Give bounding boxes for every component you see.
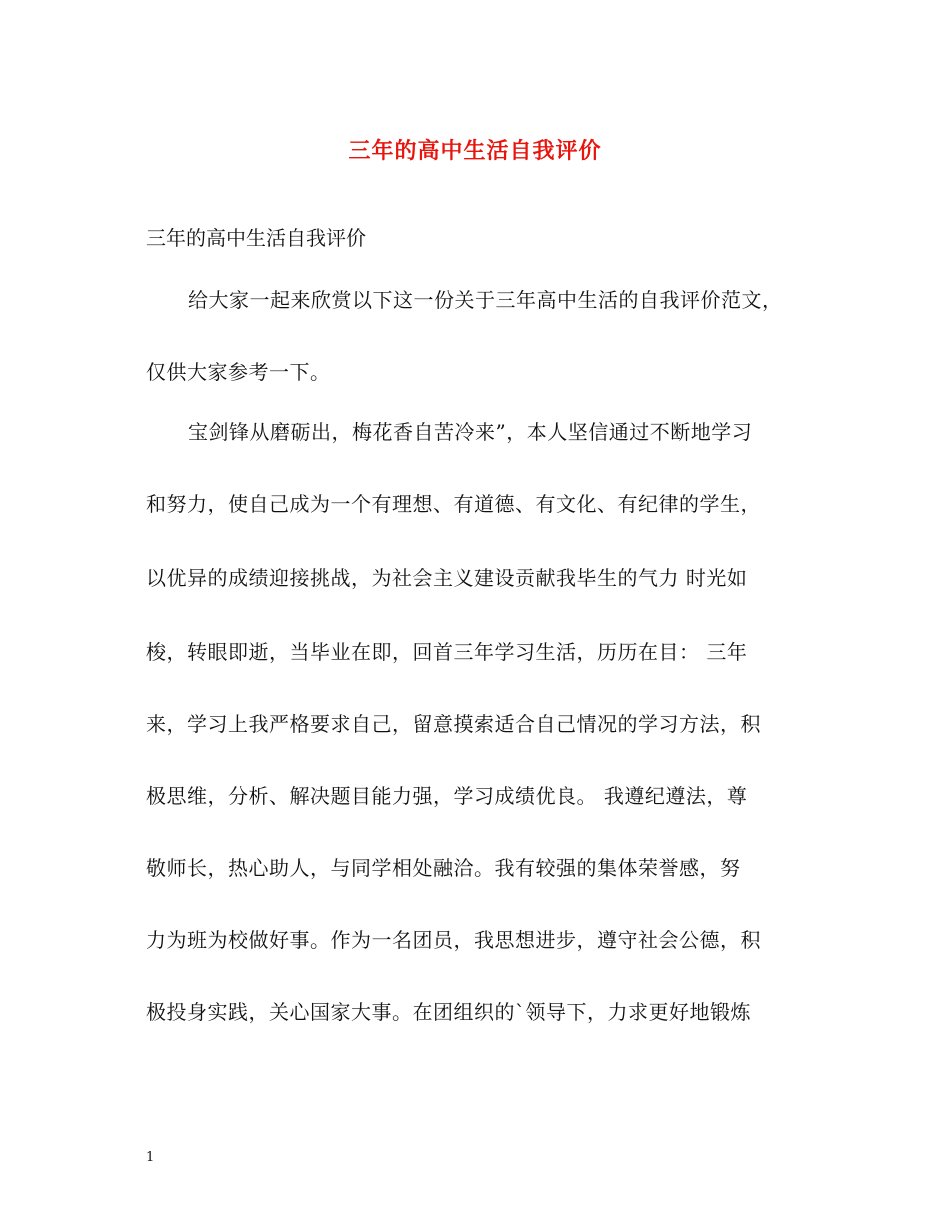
body-line: 极投身实践，关心国家大事。在团组织的`领导下，力求更好地锻炼 xyxy=(146,1000,751,1024)
body-line: 梭，转眼即逝，当毕业在即，回首三年学习生活，历历在目： 三年 xyxy=(146,640,748,664)
body-line: 极思维，分析、解决题目能力强，学习成绩优良。 我遵纪遵法，尊 xyxy=(146,784,748,808)
body-line: 敬师长，热心助人，与同学相处融洽。我有较强的集体荣誉感，努 xyxy=(146,856,741,880)
body-line: 宝剑锋从磨砺出，梅花香自苦冷来”，本人坚信通过不断地学习 xyxy=(188,420,753,444)
body-line: 仅供大家参考一下。 xyxy=(146,360,331,384)
document-title: 三年的高中生活自我评价 xyxy=(348,138,602,164)
document-subtitle: 三年的高中生活自我评价 xyxy=(146,226,366,250)
body-line: 来，学习上我严格要求自己，留意摸索适合自己情况的学习方法，积 xyxy=(146,712,761,736)
body-line: 以优异的成绩迎接挑战，为社会主义建设贡献我毕生的气力 时光如 xyxy=(146,566,748,590)
body-line: 力为班为校做好事。作为一名团员，我思想进步，遵守社会公德，积 xyxy=(146,928,761,952)
page-number: 1 xyxy=(146,1150,155,1165)
body-line: 给大家一起来欣赏以下这一份关于三年高中生活的自我评价范文， xyxy=(188,288,783,312)
body-line: 和努力，使自己成为一个有理想、有道德、有文化、有纪律的学生， xyxy=(146,492,761,516)
